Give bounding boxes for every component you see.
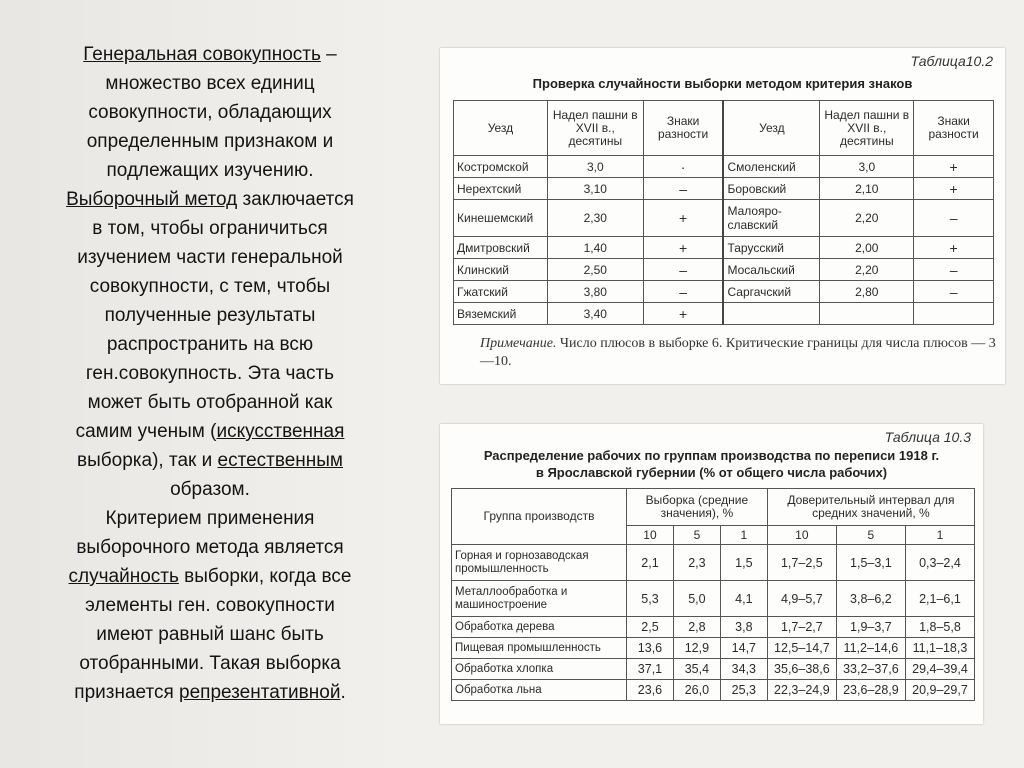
- column-header: Доверительный интервал для средних значений, %: [767, 489, 974, 526]
- table-caption: Таблица10.2: [910, 53, 993, 69]
- text-fragment: Критерием применения: [105, 508, 315, 529]
- sign-cell: –: [914, 281, 994, 303]
- land-cell: 2,80: [820, 281, 914, 303]
- district-cell: Костромской: [454, 156, 548, 178]
- land-cell: 2,50: [547, 259, 643, 281]
- text-fragment: ), так и: [152, 450, 218, 471]
- table-title-line-1: Распределение рабочих по группам производства по переписи 1918 г.: [483, 448, 940, 463]
- table-title-line-2: в Ярославской губернии (% от общего числа рабочих): [535, 465, 888, 480]
- group-cell: Пищевая промышленность: [452, 638, 627, 659]
- underlined-term: искусственная: [216, 421, 345, 442]
- text-fragment: выборка: [77, 450, 153, 471]
- underlined-term: Выборочный метод: [66, 189, 238, 210]
- text-line: [20, 40, 400, 69]
- sample-value-cell: 23,6: [627, 680, 674, 701]
- column-header: Уезд: [723, 101, 819, 156]
- table-row: [454, 281, 994, 303]
- sample-value-cell: 5,3: [627, 581, 674, 617]
- table-caption: Таблица 10.3: [884, 429, 971, 445]
- land-cell: 3,40: [547, 303, 643, 325]
- group-cell: Обработка дерева: [452, 617, 627, 638]
- probability-header: 10: [767, 526, 836, 545]
- text-fragment: выборки, когда все: [178, 566, 352, 587]
- interval-value-cell: 4,9–5,7: [767, 581, 836, 617]
- underlined-term: репрезентативной: [179, 682, 341, 703]
- sign-cell: +: [643, 237, 723, 259]
- sign-cell: ·: [643, 156, 723, 178]
- sample-value-cell: 2,8: [673, 617, 720, 638]
- district-cell: Боровский: [723, 178, 819, 200]
- text-line: [20, 330, 400, 359]
- text-line: [20, 678, 400, 707]
- text-fragment: ген.совокупность. Эта часть: [85, 363, 335, 384]
- interval-value-cell: 1,7–2,5: [767, 545, 836, 581]
- district-cell: Гжатский: [454, 281, 548, 303]
- land-cell: 2,20: [820, 200, 914, 237]
- text-fragment: отобранными. Такая выборка: [79, 653, 341, 674]
- sign-test-table: [453, 100, 994, 325]
- text-fragment: элементы ген. совокупности: [85, 595, 335, 616]
- table-note: [480, 335, 1000, 371]
- text-line: [20, 214, 400, 243]
- land-cell: 2,30: [547, 200, 643, 237]
- group-cell: Обработка льна: [452, 680, 627, 701]
- interval-value-cell: 1,7–2,7: [767, 617, 836, 638]
- interval-value-cell: 20,9–29,7: [905, 680, 974, 701]
- sample-value-cell: 5,0: [673, 581, 720, 617]
- sign-cell: +: [643, 303, 723, 325]
- table-title: Проверка случайности выборки методом критерия знаков: [532, 76, 913, 91]
- interval-value-cell: 3,8–6,2: [836, 581, 905, 617]
- text-fragment: множество всех единиц: [105, 73, 315, 94]
- sign-cell: –: [643, 178, 723, 200]
- interval-value-cell: 2,1–6,1: [905, 581, 974, 617]
- column-header: Знаки разности: [914, 101, 994, 156]
- table-row: [454, 200, 994, 237]
- sign-cell: [914, 303, 994, 325]
- interval-value-cell: 1,9–3,7: [836, 617, 905, 638]
- text-line: [20, 301, 400, 330]
- sign-cell: –: [643, 259, 723, 281]
- underlined-term: естественным: [217, 450, 343, 471]
- text-fragment: заключается: [237, 189, 354, 210]
- definition-text: [20, 40, 400, 707]
- text-line: [20, 446, 400, 475]
- sign-cell: +: [643, 200, 723, 237]
- district-cell: Кинешемский: [454, 200, 548, 237]
- sign-cell: +: [914, 237, 994, 259]
- sign-cell: –: [914, 200, 994, 237]
- district-cell: Нерехтский: [454, 178, 548, 200]
- text-line: [20, 562, 400, 591]
- sample-value-cell: 1,5: [720, 545, 767, 581]
- underlined-term: случайность: [68, 566, 179, 587]
- text-line: [20, 156, 400, 185]
- table-row: [452, 659, 975, 680]
- text-line: [20, 649, 400, 678]
- district-cell: Вяземский: [454, 303, 548, 325]
- sign-cell: +: [914, 178, 994, 200]
- table-10-3-image: [440, 424, 983, 724]
- note-text: Число плюсов в выборке 6. Критические границы для числа плюсов — 3—10.: [480, 336, 996, 369]
- interval-value-cell: 29,4–39,4: [905, 659, 974, 680]
- district-cell: Тарусский: [723, 237, 819, 259]
- text-fragment: может быть отобранной как: [87, 392, 333, 413]
- sample-value-cell: 14,7: [720, 638, 767, 659]
- sample-value-cell: 2,5: [627, 617, 674, 638]
- sample-value-cell: 35,4: [673, 659, 720, 680]
- district-cell: Дмитровский: [454, 237, 548, 259]
- land-cell: 2,20: [820, 259, 914, 281]
- text-line: [20, 475, 400, 504]
- column-header: Надел пашни в XVII в., десятины: [820, 101, 914, 156]
- text-line: [20, 388, 400, 417]
- land-cell: 3,0: [547, 156, 643, 178]
- interval-value-cell: 35,6–38,6: [767, 659, 836, 680]
- text-line: [20, 417, 400, 446]
- text-line: [20, 359, 400, 388]
- table-row: [454, 156, 994, 178]
- sample-value-cell: 37,1: [627, 659, 674, 680]
- text-fragment: признается: [74, 682, 180, 703]
- text-fragment: распространить на всю: [106, 334, 314, 355]
- sample-value-cell: 34,3: [720, 659, 767, 680]
- district-cell: Малояро-славский: [723, 200, 819, 237]
- interval-value-cell: 12,5–14,7: [767, 638, 836, 659]
- sample-value-cell: 13,6: [627, 638, 674, 659]
- probability-header: 5: [836, 526, 905, 545]
- table-row: [454, 237, 994, 259]
- interval-value-cell: 1,5–3,1: [836, 545, 905, 581]
- group-cell: Металлообработка и машиностроение: [452, 581, 627, 617]
- interval-value-cell: 11,1–18,3: [905, 638, 974, 659]
- probability-header: 10: [627, 526, 674, 545]
- group-cell: Горная и горнозаводская промышленность: [452, 545, 627, 581]
- interval-value-cell: 1,8–5,8: [905, 617, 974, 638]
- column-header: Знаки разности: [643, 101, 723, 156]
- column-header: Надел пашни в XVII в., десятины: [547, 101, 643, 156]
- sample-value-cell: 2,1: [627, 545, 674, 581]
- district-cell: Смоленский: [723, 156, 819, 178]
- text-fragment: изучением части генеральной: [77, 247, 343, 268]
- interval-value-cell: 23,6–28,9: [836, 680, 905, 701]
- probability-header: 5: [673, 526, 720, 545]
- interval-value-cell: 22,3–24,9: [767, 680, 836, 701]
- text-fragment: самим ученым (: [75, 421, 217, 442]
- group-cell: Обработка хлопка: [452, 659, 627, 680]
- table-row: [452, 581, 975, 617]
- land-cell: 2,00: [820, 237, 914, 259]
- text-line: [20, 185, 400, 214]
- sample-value-cell: 25,3: [720, 680, 767, 701]
- district-cell: Саргачский: [723, 281, 819, 303]
- text-fragment: подлежащих изучению.: [106, 160, 314, 181]
- text-fragment: определенным признаком и: [86, 131, 334, 152]
- sample-value-cell: 26,0: [673, 680, 720, 701]
- text-fragment: имеют равный шанс быть: [96, 624, 324, 645]
- underlined-term: Генеральная совокупность: [83, 44, 321, 65]
- interval-value-cell: 0,3–2,4: [905, 545, 974, 581]
- district-cell: [723, 303, 819, 325]
- text-line: [20, 243, 400, 272]
- text-line: [20, 504, 400, 533]
- text-line: [20, 620, 400, 649]
- interval-value-cell: 11,2–14,6: [836, 638, 905, 659]
- table-row: [452, 545, 975, 581]
- sample-value-cell: 3,8: [720, 617, 767, 638]
- workers-distribution-table: [451, 488, 975, 701]
- text-fragment: полученные результаты: [104, 305, 316, 326]
- land-cell: 3,10: [547, 178, 643, 200]
- land-cell: 2,10: [820, 178, 914, 200]
- text-fragment: .: [340, 682, 346, 703]
- text-fragment: в том, чтобы ограничиться: [92, 218, 328, 239]
- table-row: [452, 617, 975, 638]
- note-label: Примечание.: [480, 336, 557, 351]
- column-header: Уезд: [454, 101, 548, 156]
- column-header: Выборка (средние значения), %: [627, 489, 768, 526]
- text-fragment: выборочного метода является: [76, 537, 344, 558]
- table-row: [454, 178, 994, 200]
- table-row: [454, 259, 994, 281]
- table-row: [452, 638, 975, 659]
- sign-cell: +: [914, 156, 994, 178]
- probability-header: 1: [905, 526, 974, 545]
- land-cell: [820, 303, 914, 325]
- text-line: [20, 98, 400, 127]
- text-fragment: –: [320, 44, 337, 65]
- text-line: [20, 127, 400, 156]
- text-line: [20, 533, 400, 562]
- probability-header: 1: [720, 526, 767, 545]
- land-cell: 3,80: [547, 281, 643, 303]
- column-header: Группа производств: [452, 489, 627, 545]
- interval-value-cell: 33,2–37,6: [836, 659, 905, 680]
- text-fragment: совокупности, обладающих: [88, 102, 332, 123]
- text-fragment: образом.: [170, 479, 250, 500]
- text-fragment: совокупности, с тем, чтобы: [89, 276, 331, 297]
- text-line: [20, 69, 400, 98]
- sign-cell: –: [914, 259, 994, 281]
- land-cell: 1,40: [547, 237, 643, 259]
- district-cell: Мосальский: [723, 259, 819, 281]
- text-line: [20, 272, 400, 301]
- sample-value-cell: 4,1: [720, 581, 767, 617]
- text-line: [20, 591, 400, 620]
- table-10-2-image: [440, 48, 1005, 384]
- sample-value-cell: 2,3: [673, 545, 720, 581]
- table-row: [452, 680, 975, 701]
- land-cell: 3,0: [820, 156, 914, 178]
- sample-value-cell: 12,9: [673, 638, 720, 659]
- table-row: [454, 303, 994, 325]
- sign-cell: –: [643, 281, 723, 303]
- district-cell: Клинский: [454, 259, 548, 281]
